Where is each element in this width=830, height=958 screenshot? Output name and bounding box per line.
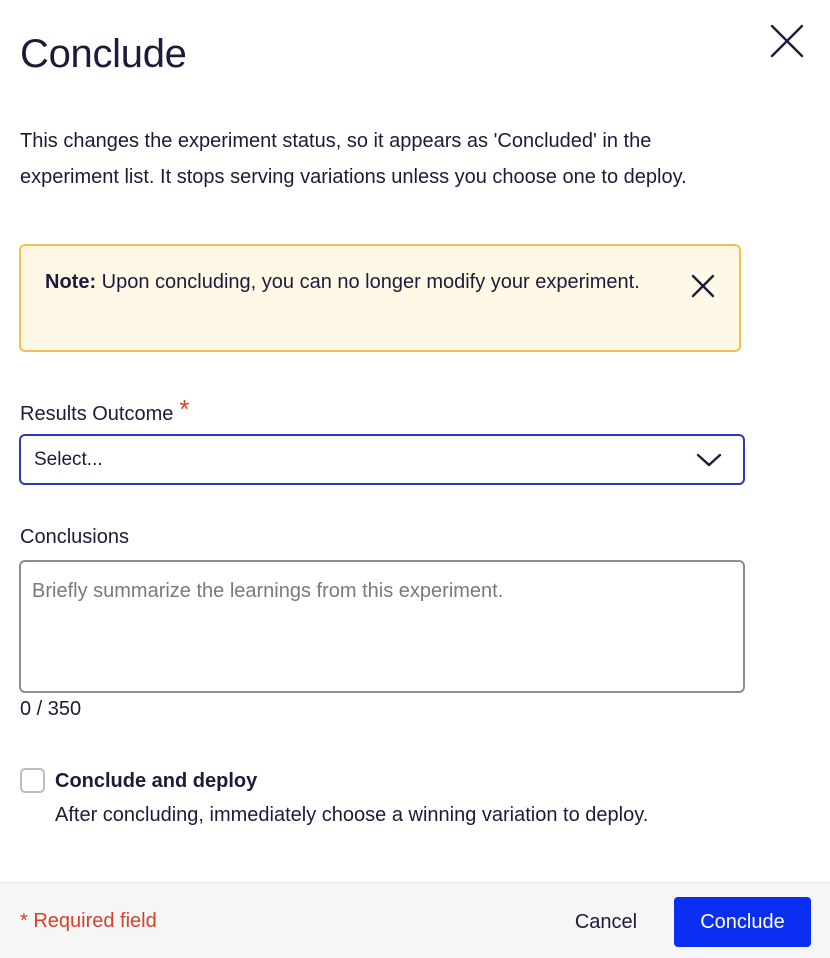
note-banner	[19, 244, 741, 352]
conclusions-character-counter: 0 / 350	[20, 698, 82, 720]
dialog-title: Conclude	[20, 32, 187, 76]
results-outcome-label	[20, 394, 190, 426]
note-text	[45, 264, 645, 300]
conclude-and-deploy-label[interactable]: Conclude and deploy	[55, 770, 258, 792]
note-close-button[interactable]	[687, 270, 719, 302]
dialog-description: This changes the experiment status, so it appears as 'Concluded' in the experiment list. It stops serving variations unless you choose one to deploy.	[20, 130, 687, 188]
conclude-and-deploy-help: After concluding, immediately choose a winning variation to deploy.	[55, 804, 649, 826]
cancel-button[interactable]: Cancel	[556, 897, 656, 947]
close-icon	[691, 274, 715, 298]
required-field-note: * Required field	[20, 910, 157, 932]
required-marker: *	[179, 394, 190, 424]
dialog-close-button[interactable]	[766, 20, 808, 62]
chevron-down-icon	[695, 449, 723, 471]
conclude-button[interactable]: Conclude	[674, 897, 811, 947]
note-message: Upon concluding, you can no longer modify your experiment.	[96, 271, 640, 293]
conclusions-textarea[interactable]	[19, 560, 745, 693]
conclusions-label: Conclusions	[20, 526, 129, 548]
note-strong-label: Note:	[45, 271, 97, 293]
dialog-footer	[0, 882, 830, 958]
conclude-and-deploy-checkbox[interactable]	[20, 768, 45, 793]
results-outcome-select[interactable]	[19, 434, 745, 485]
results-outcome-label-text: Results Outcome	[20, 403, 174, 425]
close-icon	[770, 24, 804, 58]
results-outcome-selected-value: Select...	[34, 449, 103, 470]
